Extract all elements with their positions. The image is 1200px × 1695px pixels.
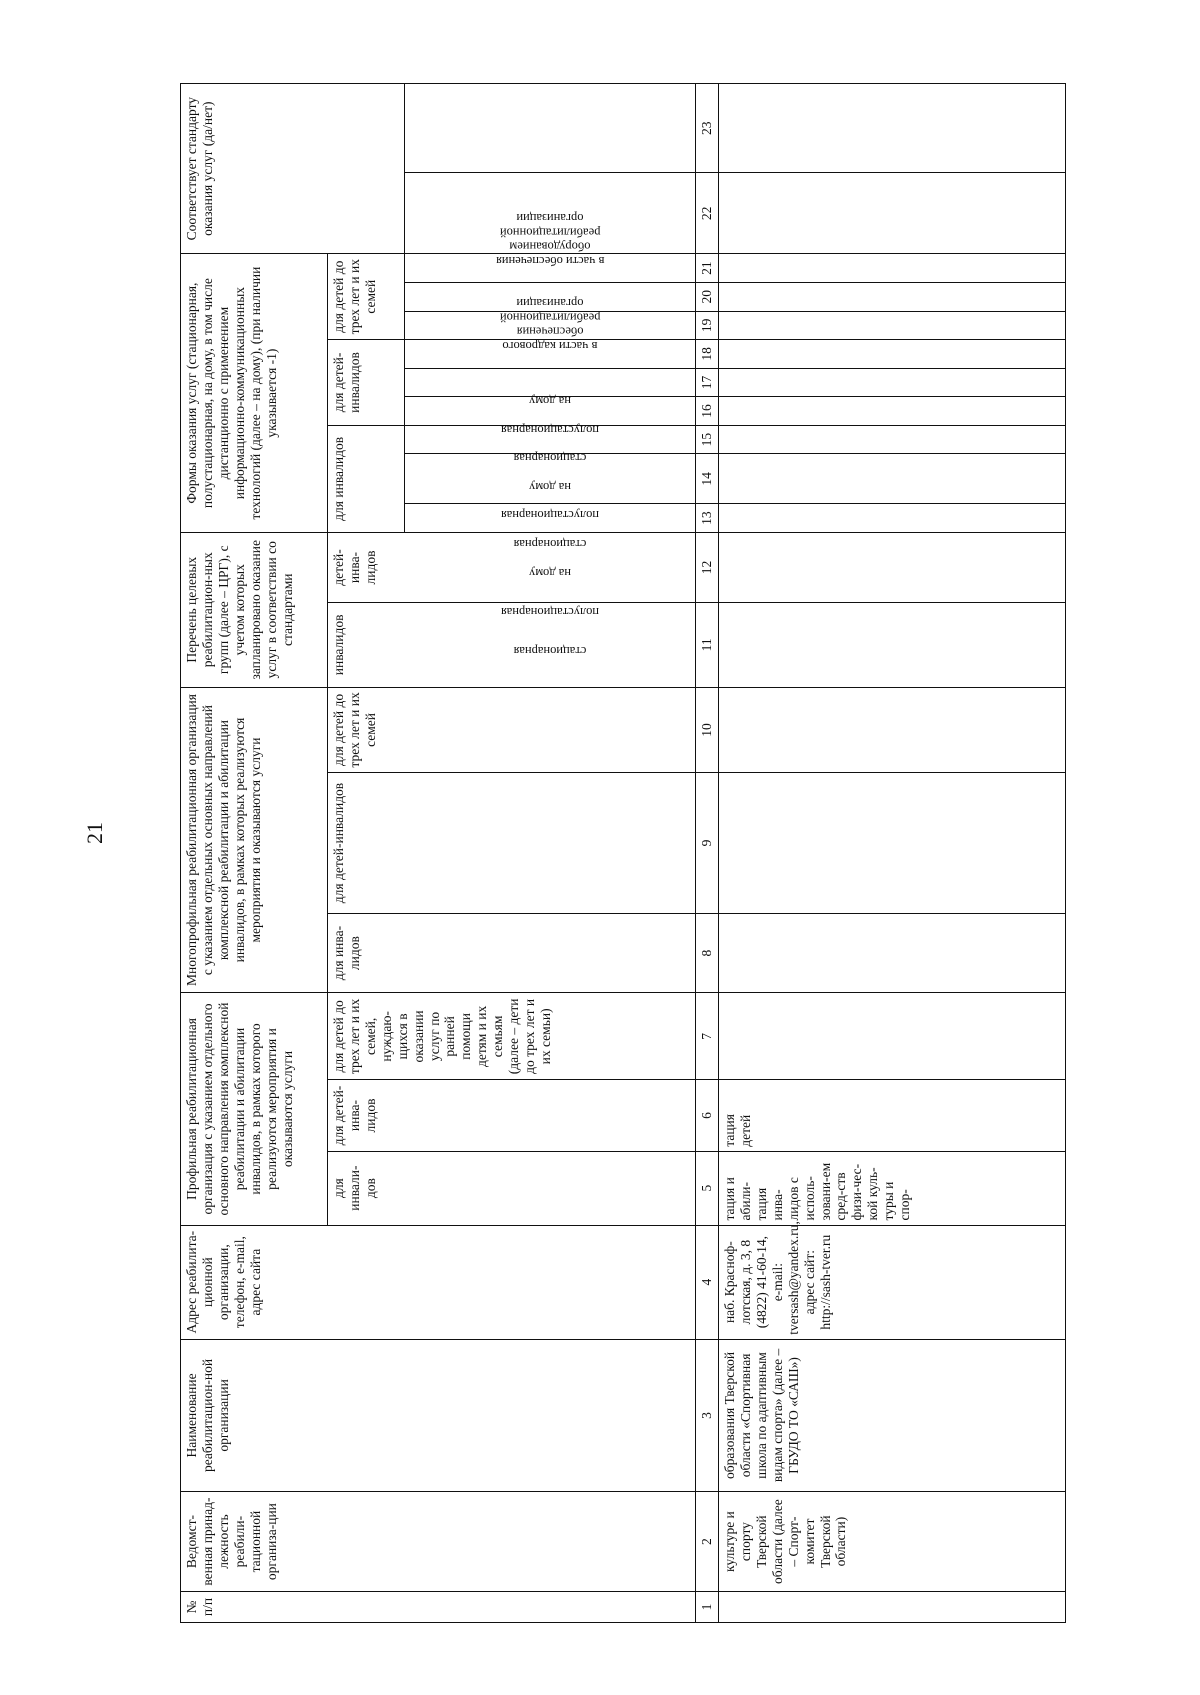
- cell-c12: [719, 532, 1066, 602]
- header-multi-org: Многопрофильная реабилитационная организация с указанием отдельных основных направлений комплексной реабилитации и абилитации инвалидов, в рамках которых реализуются мероприятия и оказываются услуги: [181, 687, 328, 993]
- header-c5: для инвали-дов: [328, 1151, 696, 1225]
- col-number: 20: [696, 282, 719, 311]
- cell-org-name: образования Тверской области «Спортивная школа по адаптивным видам спорта» (далее – ГБУДО ТО «САШ»): [719, 1339, 1066, 1491]
- col-number: 3: [696, 1339, 719, 1491]
- header-c10: для детей до трех лет и их семей: [328, 687, 696, 773]
- col-number: 21: [696, 254, 719, 283]
- col-number: 13: [696, 504, 719, 533]
- cell-c1: [719, 1592, 1066, 1623]
- rehabilitation-organizations-table: [180, 83, 1066, 1623]
- header-standard: Соответствует стандарту оказания услуг (да/нет): [181, 84, 405, 254]
- cell-c17: [719, 368, 1066, 397]
- header-c18: на дому: [405, 340, 696, 369]
- header-c17: полустационарная: [405, 368, 696, 397]
- header-c15: на дому: [405, 425, 696, 454]
- header-row-1: [181, 84, 328, 1623]
- col-number: 11: [696, 603, 719, 687]
- cell-address: наб. Красноф-лотская, д. 3, 8 (4822) 41-60-14, e-mail: tversash@yandex.ru, адрес сайт: http://sash-tver.ru: [719, 1225, 1066, 1339]
- cell-c18: [719, 340, 1066, 369]
- col-number: 1: [696, 1592, 719, 1623]
- col-number: 7: [696, 993, 719, 1080]
- col-number: 12: [696, 532, 719, 602]
- header-c16: стационарная: [405, 397, 696, 426]
- header-org-name: Наименование реабилитацион-ной организации: [181, 1339, 696, 1491]
- header-c6: для детей-инва-лидов: [328, 1080, 696, 1151]
- cell-c10: [719, 687, 1066, 773]
- col-number: 16: [696, 397, 719, 426]
- column-number-row: [696, 84, 719, 1623]
- col-number: 19: [696, 311, 719, 340]
- cell-c20: [719, 282, 1066, 311]
- header-c21: на дому: [405, 254, 696, 283]
- cell-c9: [719, 773, 1066, 913]
- cell-c22: [719, 173, 1066, 254]
- col-number: 18: [696, 340, 719, 369]
- col-number: 15: [696, 425, 719, 454]
- cell-c16: [719, 397, 1066, 426]
- page-number: 21: [82, 822, 107, 844]
- header-service-forms: Формы оказания услуг (стационарная, полустационарная, на дому, в том числе дистанционно с применением информационно-коммуникационных технологий (далее – на дому), (при наличии указывается -1): [181, 254, 328, 533]
- header-profile-org: Профильная реабилитационная организация с указанием отдельного основного направления комплексной реабилитации и абилитации инвалидов, в рамках которого реализуются мероприятия и оказываются услуги: [181, 993, 328, 1225]
- header-target-groups: Перечень целевых реабилитацион-ных групп (далее – ЦРГ), с учетом которых запланировано оказание услуг в соответствии со стандартами: [181, 532, 328, 687]
- header-c23: в части обеспечения оборудованием реабилитационной организации: [405, 84, 696, 173]
- header-department: Ведомст-венная принад-лежность реабили-тационной организа-ции: [181, 1492, 696, 1592]
- header-c19: стационарная: [405, 311, 696, 340]
- col-number: 23: [696, 84, 719, 173]
- cell-c19: [719, 311, 1066, 340]
- table-row: [719, 84, 1066, 1623]
- header-forms-children: для детей-инвалидов: [328, 340, 405, 426]
- cell-c13: [719, 504, 1066, 533]
- header-c22: в части кадрового обеспечения реабилитационной организации: [405, 173, 696, 254]
- cell-c15: [719, 425, 1066, 454]
- col-number: 4: [696, 1225, 719, 1339]
- header-c8: для инва-лидов: [328, 913, 696, 993]
- header-c13: стационарная: [405, 504, 696, 533]
- header-forms-invalids: для инвалидов: [328, 425, 405, 532]
- cell-c23: [719, 84, 1066, 173]
- header-num: № п/п: [181, 1592, 696, 1623]
- col-number: 10: [696, 687, 719, 773]
- rotated-table-container: [180, 83, 1130, 1623]
- cell-c6: тация детей: [719, 1080, 1066, 1151]
- cell-c21: [719, 254, 1066, 283]
- col-number: 6: [696, 1080, 719, 1151]
- cell-c5: тация и абили-тация инва-лидов с исполь-зовани-ем сред-ств физи-чес-кой куль-туры и спор-: [719, 1151, 1066, 1225]
- header-c9: для детей-инвалидов: [328, 773, 696, 913]
- col-number: 9: [696, 773, 719, 913]
- col-number: 5: [696, 1151, 719, 1225]
- header-c11: инвалидов: [328, 603, 696, 687]
- col-number: 22: [696, 173, 719, 254]
- cell-c7: [719, 993, 1066, 1080]
- col-number: 2: [696, 1492, 719, 1592]
- header-forms-small: для детей до трех лет и их семей: [328, 254, 405, 340]
- cell-department: культуре и спорту Тверской области (далее – Спорт-комитет Тверской области): [719, 1492, 1066, 1592]
- header-c12: детей-инва-лидов: [328, 532, 696, 602]
- header-address: Адрес реабилита-ционной организации, телефон, e-mail, адрес сайта: [181, 1225, 696, 1339]
- cell-c11: [719, 603, 1066, 687]
- header-c20: полустационарная: [405, 282, 696, 311]
- col-number: 14: [696, 454, 719, 504]
- header-c14: полустационарная: [405, 454, 696, 504]
- cell-c14: [719, 454, 1066, 504]
- header-c7: для детей до трех лет и их семей, нуждаю-щихся в оказании услуг по ранней помощи детям и их семьям (далее – дети до трех лет и их семьи): [328, 993, 696, 1080]
- cell-c8: [719, 913, 1066, 993]
- col-number: 8: [696, 913, 719, 993]
- col-number: 17: [696, 368, 719, 397]
